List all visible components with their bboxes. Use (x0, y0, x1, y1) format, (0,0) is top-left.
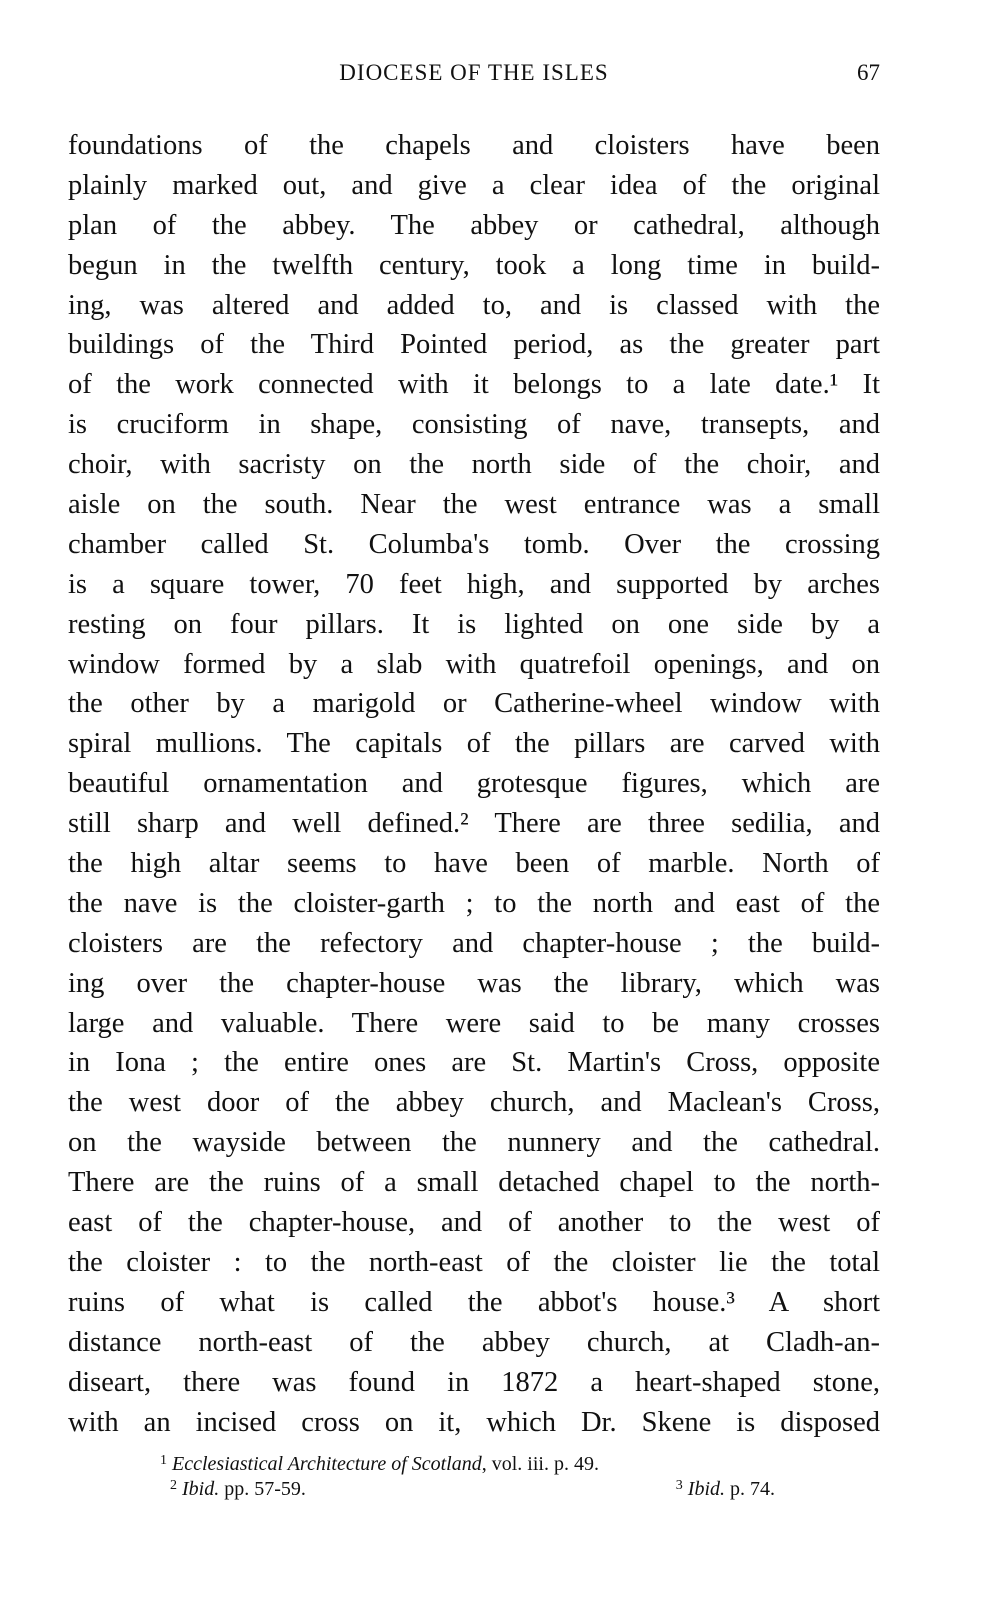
text-line: spiral mullions. The capitals of the pillars are carved with (68, 728, 880, 760)
text-line: plan of the abbey. The abbey or cathedral, although (68, 209, 880, 241)
page-header (68, 60, 880, 90)
text-line: in Iona ; the entire ones are St. Martin's Cross, opposite (68, 1047, 880, 1079)
footnote-mark: 3 (675, 1478, 683, 1493)
text-line: the other by a marigold or Catherine-wheel window with (68, 688, 880, 720)
text-line: aisle on the south. Near the west entrance was a small (68, 489, 880, 521)
text-line: is cruciform in shape, consisting of nave, transepts, and (68, 409, 880, 441)
footnote-1 (160, 1452, 820, 1477)
footnote-2 (170, 1477, 306, 1502)
text-line: window formed by a slab with quatrefoil openings, and on (68, 648, 880, 680)
body-text (68, 126, 880, 1442)
text-line: diseart, there was found in 1872 a heart-shaped stone, (68, 1366, 880, 1398)
text-line: resting on four pillars. It is lighted on one side by a (68, 608, 880, 640)
text-line: is a square tower, 70 feet high, and supported by arches (68, 568, 880, 600)
text-line: beautiful ornamentation and grotesque figures, which are (68, 768, 880, 800)
text-line: cloisters are the refectory and chapter-house ; the build- (68, 927, 880, 959)
text-line: on the wayside between the nunnery and the cathedral. (68, 1127, 880, 1159)
text-line: large and valuable. There were said to be many crosses (68, 1007, 880, 1039)
text-line: choir, with sacristy on the north side of the choir, and (68, 449, 880, 481)
footnote-mark: 2 (170, 1478, 177, 1493)
footnote-title: Ecclesiastical Architecture of Scotland (172, 1453, 482, 1475)
footnote-row (160, 1477, 775, 1502)
footnote-text: , vol. iii. p. 49. (481, 1453, 599, 1475)
text-line: east of the chapter-house, and of another to the west of (68, 1207, 880, 1239)
text-line: ing over the chapter-house was the library, which was (68, 967, 880, 999)
footnote-mark: 1 (160, 1453, 167, 1468)
footnote-text: pp. 57-59. (219, 1478, 306, 1500)
text-line: ruins of what is called the abbot's house.³ A short (68, 1286, 880, 1318)
page-number: 67 (857, 60, 880, 85)
footnote-text: p. 74. (725, 1478, 775, 1500)
text-line: buildings of the Third Pointed period, as the greater part (68, 329, 880, 361)
text-line: the west door of the abbey church, and Maclean's Cross, (68, 1087, 880, 1119)
text-line: the cloister : to the north-east of the cloister lie the total (68, 1246, 880, 1278)
text-line: still sharp and well defined.² There are three sedilia, and (68, 808, 880, 840)
footnote-title: Ibid. (687, 1478, 725, 1500)
text-line: begun in the twelfth century, took a long time in build- (68, 249, 880, 281)
text-line: the high altar seems to have been of marble. North of (68, 848, 880, 880)
text-line: foundations of the chapels and cloisters have been (68, 130, 880, 161)
footnote-3 (676, 1477, 775, 1502)
footnote-title: Ibid. (182, 1478, 220, 1500)
text-line: plainly marked out, and give a clear idea of the original (68, 169, 880, 201)
footnotes (160, 1452, 820, 1502)
text-line: chamber called St. Columba's tomb. Over the crossing (68, 528, 880, 560)
text-line: the nave is the cloister-garth ; to the north and east of the (68, 887, 880, 919)
text-line: There are the ruins of a small detached chapel to the north- (68, 1167, 880, 1199)
text-line: with an incised cross on it, which Dr. Skene is disposed (68, 1406, 880, 1438)
text-line: ing, was altered and added to, and is classed with the (68, 289, 880, 321)
text-line: of the work connected with it belongs to a late date.¹ It (68, 369, 880, 401)
text-line: distance north-east of the abbey church, at Cladh-an- (68, 1326, 880, 1358)
running-title: DIOCESE OF THE ISLES (339, 60, 609, 85)
